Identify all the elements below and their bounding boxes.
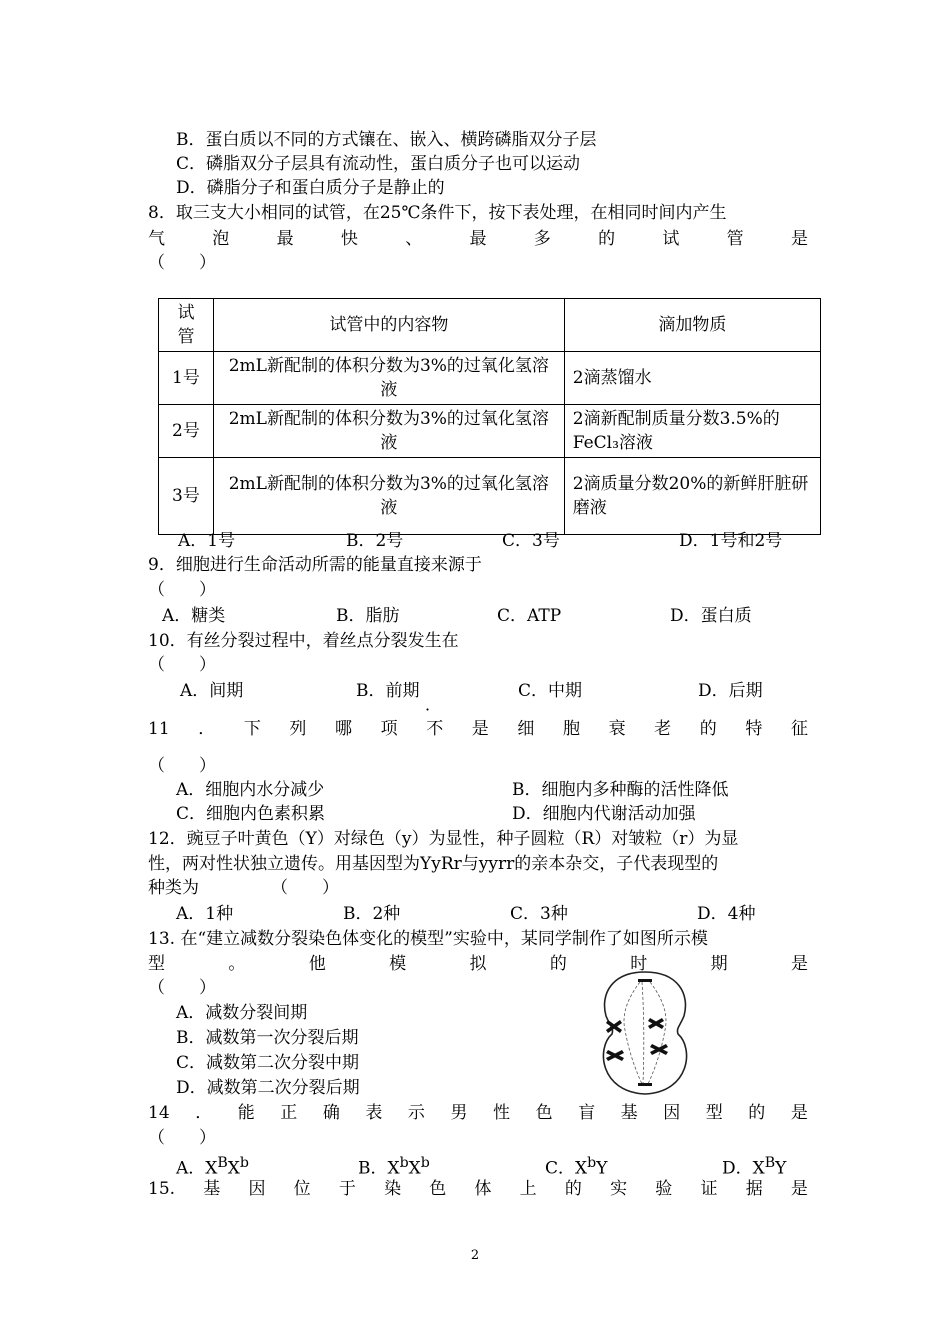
- q14-stem: 14 ． 能 正 确 表 示 男 性 色 盲 基 因 型 的 是: [148, 1103, 808, 1123]
- q14-answer-paren: （ ）: [148, 1128, 216, 1148]
- q8-stem-line1: 8．取三支大小相同的试管，在25℃条件下，按下表处理，在相同时间内产生: [148, 203, 727, 223]
- content-cell: 2mL新配制的体积分数为3%的过氧化氢溶液: [213, 352, 564, 405]
- q10-stem: 10．有丝分裂过程中，着丝点分裂发生在: [148, 631, 459, 651]
- emphasis-dot: ·: [425, 700, 431, 719]
- q11-option-a: A．细胞内水分减少: [176, 780, 325, 800]
- table-row: [159, 405, 821, 458]
- q14-option-d: D．$X^BY$: [722, 1155, 787, 1179]
- q11-stem: 11 ． 下 列 哪 项 不 是 细 胞 衰 老 的 特 征: [148, 719, 808, 739]
- q11-answer-paren: （ ）: [148, 756, 216, 776]
- add-cell: 2滴蒸馏水: [564, 352, 820, 405]
- q13-option-a: A．减数分裂间期: [176, 1003, 308, 1023]
- q10-option-d: D．后期: [698, 681, 763, 701]
- q12-option-a: A．1种: [176, 904, 234, 924]
- q12-option-d: D．4种: [697, 904, 756, 924]
- q13-option-b: B．减数第一次分裂后期: [176, 1028, 359, 1048]
- q11-option-c: C．细胞内色素积累: [176, 804, 326, 824]
- q9-option-a: A．糖类: [162, 606, 226, 626]
- tube-cell: 2号: [159, 405, 214, 458]
- q8-answer-paren: （ ）: [148, 253, 216, 273]
- header-add: 滴加物质: [564, 299, 820, 352]
- q8-option-b: B．2号: [346, 531, 404, 551]
- tube-cell: 3号: [159, 458, 214, 535]
- q15-stem: 15. 基 因 位 于 染 色 体 上 的 实 验 证 据 是: [148, 1179, 808, 1199]
- q8-experiment-table: [158, 298, 821, 535]
- q9-option-b: B．脂肪: [336, 606, 400, 626]
- table-header-row: [159, 299, 821, 352]
- q12-stem-line3: 种类为 （ ）: [148, 878, 339, 898]
- header-content: 试管中的内容物: [213, 299, 564, 352]
- q12-option-b: B．2种: [343, 904, 401, 924]
- q13-answer-paren: （ ）: [148, 978, 216, 998]
- q7-option-b: B．蛋白质以不同的方式镶在、嵌入、横跨磷脂双分子层: [176, 130, 597, 150]
- add-cell: 2滴新配制质量分数3.5%的FeCl₃溶液: [564, 405, 820, 458]
- header-tube: 试管: [159, 299, 214, 352]
- q13-stem-line1: 13. 在“建立减数分裂染色体变化的模型”实验中，某同学制作了如图所示模: [148, 929, 708, 949]
- q13-option-d: D．减数第二次分裂后期: [176, 1078, 360, 1098]
- content-cell: 2mL新配制的体积分数为3%的过氧化氢溶液: [213, 405, 564, 458]
- q11-option-b: B．细胞内多种酶的活性降低: [512, 780, 729, 800]
- q8-option-a: A．1号: [178, 531, 236, 551]
- q14-option-b: B．$X^bX^b$: [358, 1155, 430, 1179]
- q14-option-a: A．$X^BX^b$: [176, 1155, 249, 1179]
- add-cell: 2滴质量分数20%的新鲜肝脏研磨液: [564, 458, 820, 535]
- q14-option-c: C．$X^bY$: [545, 1155, 608, 1179]
- q9-stem: 9．细胞进行生命活动所需的能量直接来源于: [148, 555, 482, 575]
- q9-option-c: C．ATP: [497, 606, 562, 626]
- q7-option-d: D．磷脂分子和蛋白质分子是静止的: [176, 178, 445, 198]
- q11-option-d: D．细胞内代谢活动加强: [512, 804, 696, 824]
- q8-stem-line2: 气 泡 最 快 、 最 多 的 试 管 是: [148, 229, 808, 249]
- q12-option-c: C．3种: [510, 904, 568, 924]
- table-row: [159, 458, 821, 535]
- content-cell: 2mL新配制的体积分数为3%的过氧化氢溶液: [213, 458, 564, 535]
- tube-cell: 1号: [159, 352, 214, 405]
- q10-option-b: B．前期: [356, 681, 420, 701]
- q8-option-d: D．1号和2号: [679, 531, 783, 551]
- q8-option-c: C．3号: [502, 531, 560, 551]
- q12-stem-line2: 性，两对性状独立遗传。用基因型为YyRr与yyrr的亲本杂交，子代表现型的: [148, 854, 719, 874]
- q10-option-c: C．中期: [518, 681, 583, 701]
- q9-answer-paren: （ ）: [148, 580, 216, 600]
- cell-division-model-figure: [590, 968, 700, 1098]
- q9-option-d: D．蛋白质: [670, 606, 752, 626]
- page-number: 2: [470, 1248, 480, 1263]
- q7-option-c: C．磷脂双分子层具有流动性，蛋白质分子也可以运动: [176, 154, 581, 174]
- q12-stem-line1: 12．豌豆子叶黄色（Y）对绿色（y）为显性，种子圆粒（R）对皱粒（r）为显: [148, 829, 739, 849]
- table-row: [159, 352, 821, 405]
- q13-option-c: C．减数第二次分裂中期: [176, 1053, 360, 1073]
- q13-stem-line2: 型 。 他 模 拟 的 时 期 是: [148, 954, 808, 974]
- q10-answer-paren: （ ）: [148, 655, 216, 675]
- q10-option-a: A．间期: [180, 681, 244, 701]
